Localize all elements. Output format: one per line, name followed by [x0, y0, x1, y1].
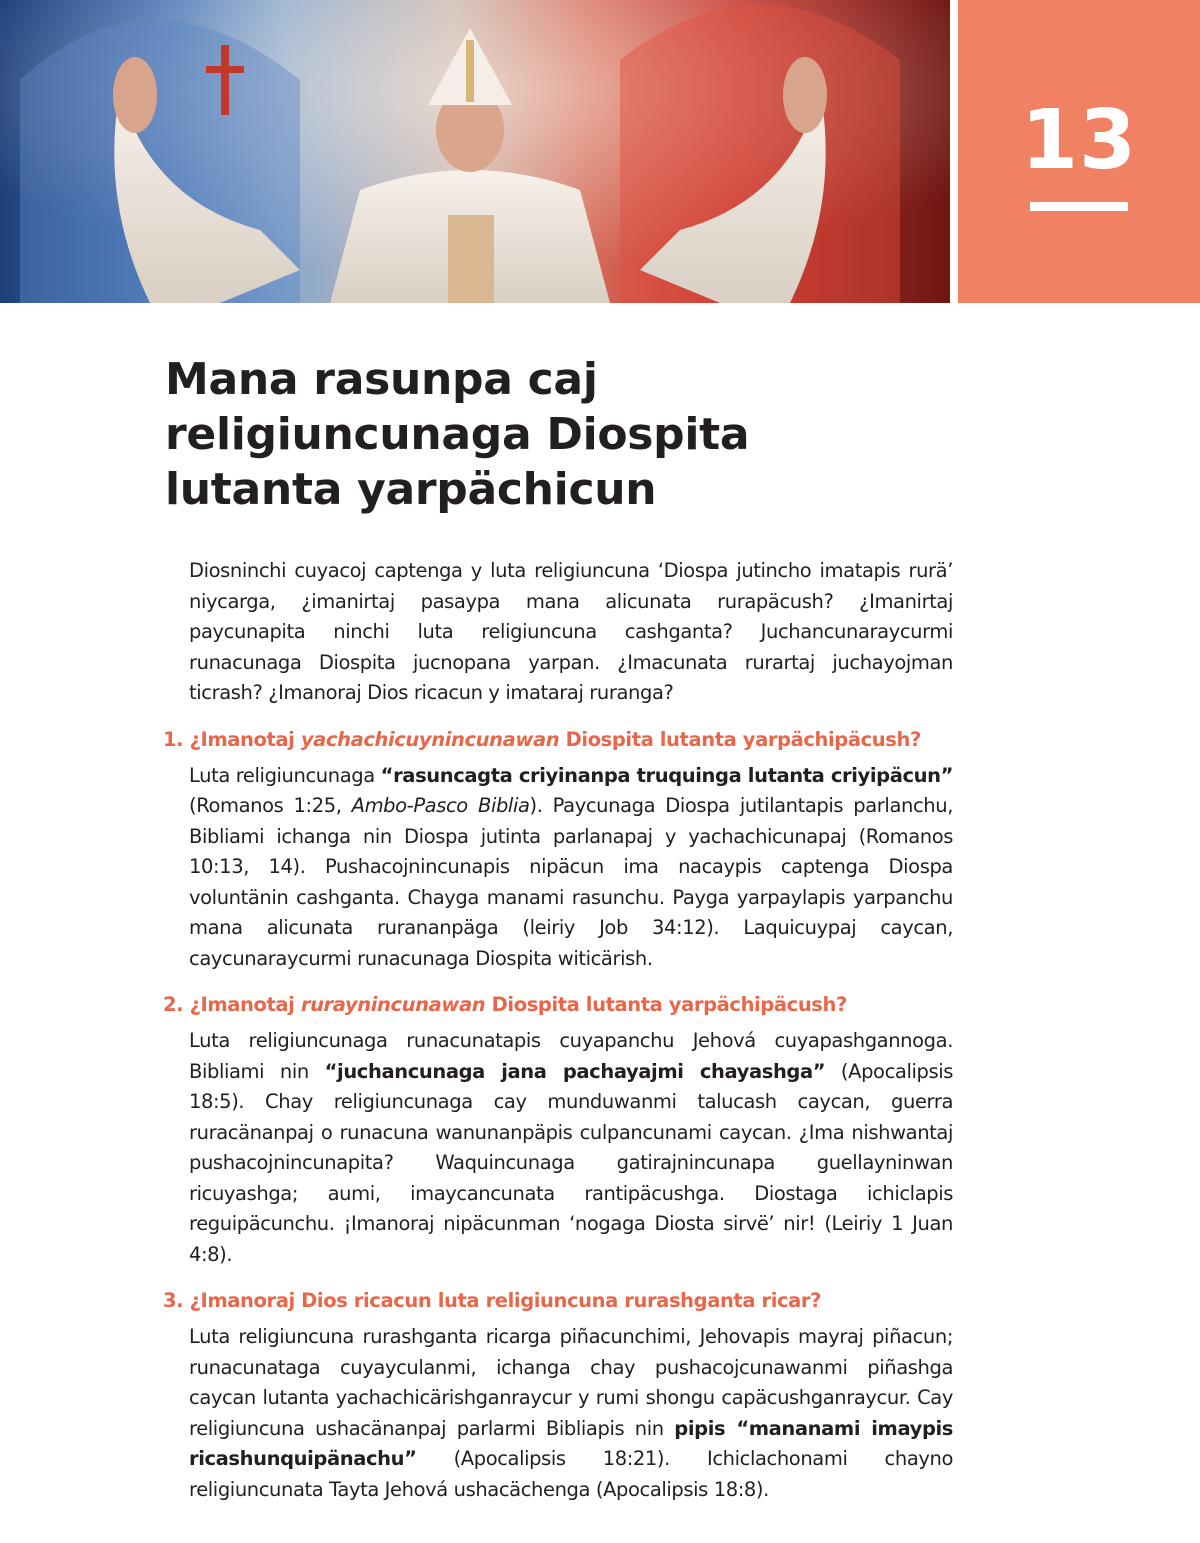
lesson-number-box: [958, 0, 1200, 303]
scripture-quote: “rasuncagta criyinanpa truquinga lutanta criyipäcun”: [380, 763, 953, 787]
question-text: ¿Imanotaj: [183, 727, 301, 751]
question-emphasis: ruraynincunawan: [300, 993, 486, 1016]
question-text: ¿Imanotaj: [183, 993, 301, 1016]
question-emphasis: yachachicuynincunawan: [300, 727, 560, 751]
answer-text: (Romanos 1:25,: [189, 794, 352, 817]
answer-text: Luta religiuncunaga runacunatapis cuyapanchu Jehová cuyapashgannoga. Bibliami nin: [189, 1029, 953, 1083]
question-number: 1.: [163, 727, 184, 751]
cross-icon: [221, 45, 229, 115]
scripture-quote: “juchancunaga jana pachayajmi chayashga”: [324, 1059, 826, 1083]
question-text: Diospita lutanta yarpächipäcush?: [559, 727, 921, 751]
answer-paragraph-3: [189, 1322, 953, 1505]
question-text: ¿Imanoraj Dios ricacun luta religiuncuna rurashganta ricar?: [183, 1289, 822, 1312]
question-text: Diospita lutanta yarpächipäcush?: [485, 993, 847, 1016]
answer-text: (Apocalipsis 18:5). Chay religiuncunaga cay munduwanmi talucash caycan, guerra ruracänanpaj o runacuna wanunanpäpis culpancunami caycan. ¿Ima nishwantaj pushacojnincunapita? Waquincunaga gatirajnincunapa guellayninwan ricuyashga; aumi, imaycancunata rantipäcushga. Diostaga ichiclapis reguipäcunchu. ¡Imanoraj nipäcunman ‘nogaga Diosta sirvë’ nir! (Leiriy 1 Juan 4:8).: [189, 1059, 953, 1266]
question-number: 2.: [163, 993, 184, 1016]
bible-version: Ambo-Pasco Biblia: [351, 794, 530, 817]
answer-text: Luta religiuncunaga: [189, 763, 381, 787]
answer-text: ). Paycunaga Diospa jutilantapis parlanchu, Bibliami ichanga nin Diospa jutinta parlanapaj y yachachicunapaj (Romanos 10:13, 14). Pushacojnincunapis nipäcun ima nacaypis captenga Diospa voluntänin cashganta. Chayga manami rasunchu. Payga yarpaylapis yarpanchu mana alicunata rurananpäga (leiriy Job 34:12). Laquicuypaj caycan, caycunaraycurmi runacunaga Diospita witicärish.: [189, 794, 953, 970]
question-number: 3.: [163, 1289, 184, 1312]
question-1: [163, 725, 953, 755]
question-3: [163, 1286, 953, 1316]
lesson-content: [163, 556, 953, 1505]
header-photo: [0, 0, 950, 303]
answer-text: Luta religiuncuna rurashganta ricarga piñacunchimi, Jehovapis mayraj piñacun; runacunataga cuyayculanmi, ichanga chay pushacojcunawanmi piñashga caycan lutanta yachachicärishganraycur y rumi shongu capäcushganraycur. Cay religiuncuna ushacänanpaj parlarmi Bibliapis nin: [189, 1325, 953, 1440]
answer-paragraph-1: [189, 761, 953, 975]
scripture-quote: pipis “mananami imaypis ricashunquipänachu”: [189, 1416, 953, 1470]
lesson-number-underline: [1030, 202, 1128, 211]
answer-paragraph-2: [189, 1026, 953, 1270]
page-title: Mana rasunpa caj religiuncunaga Diospita lutanta yarpächicun: [165, 354, 750, 515]
question-2: [163, 990, 953, 1020]
intro-paragraph: Diosninchi cuyacoj captenga y luta religiuncuna ‘Diospa jutincho imatapis rurä’ niycarga, ¿imanirtaj pasaypa mana alicunata rurapäcush? ¿Imanirtaj paycunapita ninchi luta religiuncuna cashganta? Juchancunaraycurmi runacunaga Diospita jucnopana yarpan. ¿Imacunata rurartaj juchayojman ticrash? ¿Imanoraj Dios ricacun y imataraj ruranga?: [189, 559, 953, 704]
priest-illustration: [0, 0, 950, 303]
lesson-number: 13: [1020, 93, 1138, 188]
answer-text: (Apocalipsis 18:21). Ichiclachonami chayno religiuncunata Tayta Jehová ushacächenga (Apocalipsis 18:8).: [189, 1447, 953, 1501]
